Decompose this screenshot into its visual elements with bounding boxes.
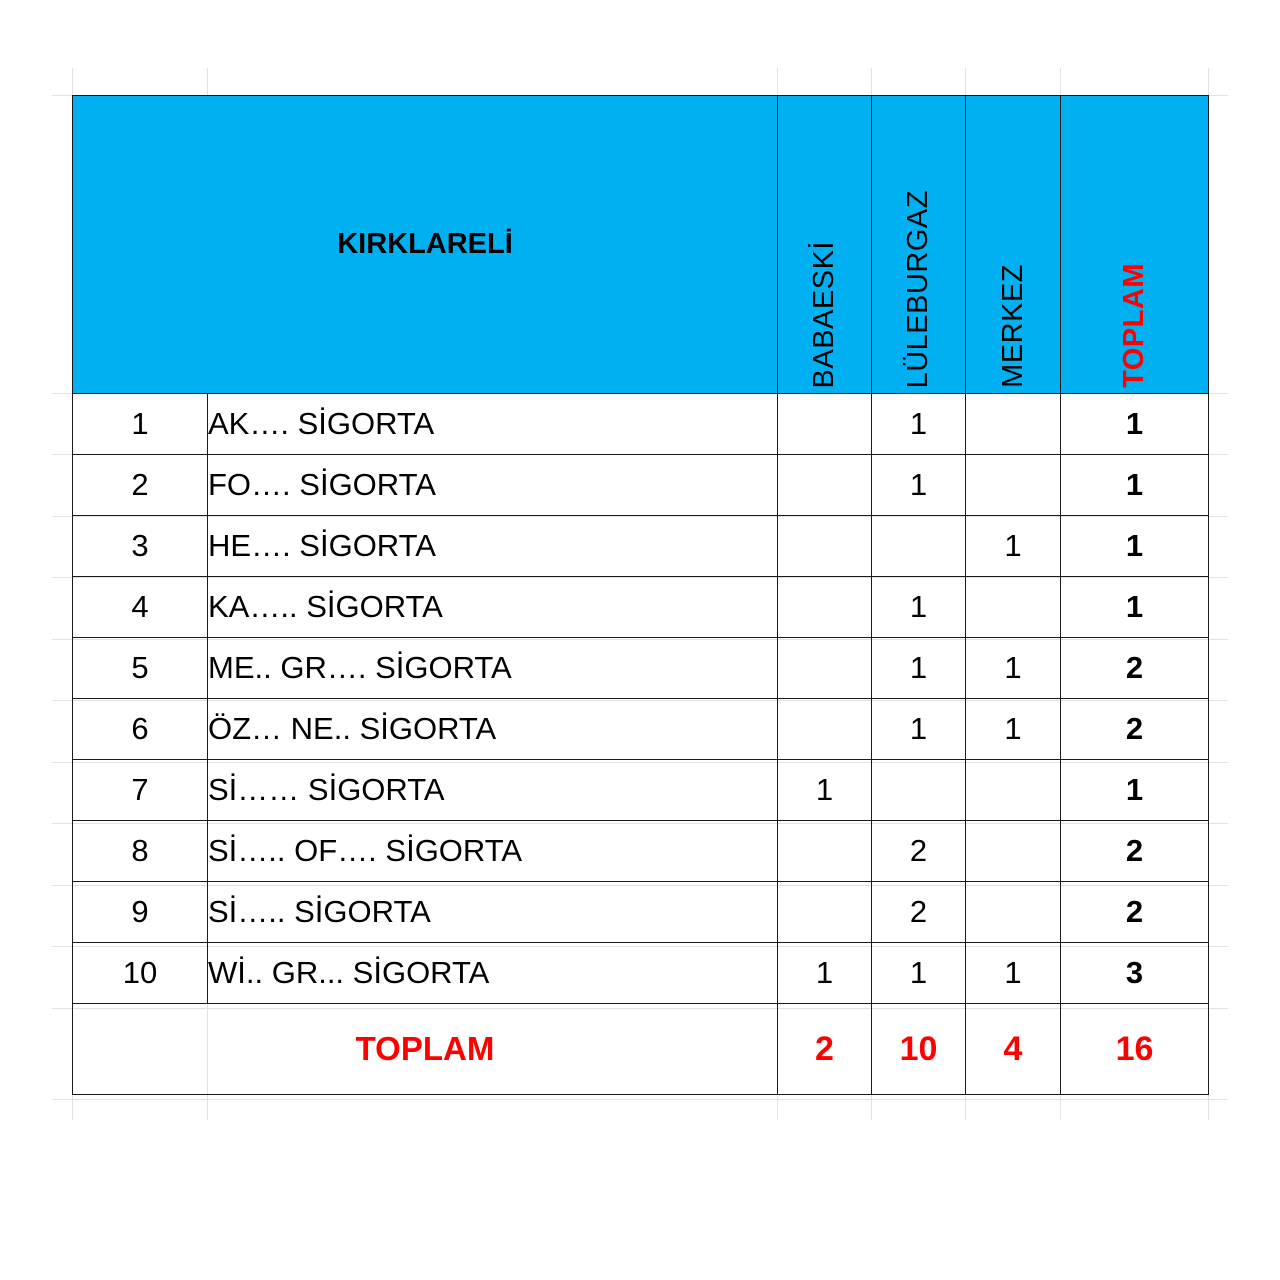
- cell-luleburgaz[interactable]: [872, 760, 966, 821]
- table-row: [73, 699, 1209, 760]
- row-total[interactable]: 1: [1061, 455, 1209, 516]
- cell-luleburgaz[interactable]: 1: [872, 577, 966, 638]
- cell-luleburgaz[interactable]: [872, 516, 966, 577]
- cell-luleburgaz[interactable]: 1: [872, 699, 966, 760]
- cell-merkez[interactable]: [966, 882, 1061, 943]
- row-total[interactable]: 1: [1061, 394, 1209, 455]
- row-total[interactable]: 1: [1061, 577, 1209, 638]
- table-row: [73, 760, 1209, 821]
- company-name[interactable]: FO…. SİGORTA: [208, 455, 778, 516]
- row-total[interactable]: 2: [1061, 882, 1209, 943]
- total-row: [73, 1004, 1209, 1095]
- cell-babaeski[interactable]: [778, 577, 872, 638]
- table-row: [73, 516, 1209, 577]
- total-merkez[interactable]: 4: [966, 1004, 1061, 1095]
- total-header-label: TOPLAM: [1118, 263, 1150, 388]
- row-total[interactable]: 2: [1061, 638, 1209, 699]
- cell-luleburgaz[interactable]: 1: [872, 394, 966, 455]
- table-row: [73, 577, 1209, 638]
- company-name[interactable]: AK…. SİGORTA: [208, 394, 778, 455]
- company-name[interactable]: Wİ.. GR... SİGORTA: [208, 943, 778, 1004]
- row-number[interactable]: 5: [73, 638, 208, 699]
- cell-babaeski[interactable]: [778, 455, 872, 516]
- cell-luleburgaz[interactable]: 2: [872, 882, 966, 943]
- table-row: [73, 882, 1209, 943]
- cell-merkez[interactable]: [966, 821, 1061, 882]
- cell-babaeski[interactable]: [778, 699, 872, 760]
- district-header-babaeski[interactable]: [778, 96, 872, 394]
- total-luleburgaz[interactable]: 10: [872, 1004, 966, 1095]
- cell-babaeski[interactable]: [778, 882, 872, 943]
- table-row: [73, 394, 1209, 455]
- row-number[interactable]: 9: [73, 882, 208, 943]
- row-number[interactable]: 7: [73, 760, 208, 821]
- table-row: [73, 943, 1209, 1004]
- total-header[interactable]: [1061, 96, 1209, 394]
- row-total[interactable]: 1: [1061, 516, 1209, 577]
- grand-total[interactable]: 16: [1061, 1004, 1209, 1095]
- district-header-luleburgaz[interactable]: [872, 96, 966, 394]
- region-header[interactable]: KIRKLARELİ: [73, 96, 778, 394]
- cell-merkez[interactable]: 1: [966, 943, 1061, 1004]
- company-name[interactable]: Sİ….. SİGORTA: [208, 882, 778, 943]
- cell-babaeski[interactable]: 1: [778, 943, 872, 1004]
- cell-luleburgaz[interactable]: 1: [872, 638, 966, 699]
- table-row: [73, 455, 1209, 516]
- row-number[interactable]: 4: [73, 577, 208, 638]
- company-name[interactable]: Sİ….. OF…. SİGORTA: [208, 821, 778, 882]
- cell-luleburgaz[interactable]: 1: [872, 455, 966, 516]
- cell-merkez[interactable]: 1: [966, 699, 1061, 760]
- total-row-label[interactable]: TOPLAM: [73, 1004, 778, 1095]
- row-number[interactable]: 8: [73, 821, 208, 882]
- row-number[interactable]: 10: [73, 943, 208, 1004]
- cell-babaeski[interactable]: [778, 516, 872, 577]
- row-total[interactable]: 1: [1061, 760, 1209, 821]
- cell-babaeski[interactable]: [778, 638, 872, 699]
- district-header-merkez[interactable]: [966, 96, 1061, 394]
- cell-luleburgaz[interactable]: 1: [872, 943, 966, 1004]
- header-row: [73, 96, 1209, 394]
- cell-merkez[interactable]: [966, 760, 1061, 821]
- row-number[interactable]: 6: [73, 699, 208, 760]
- cell-merkez[interactable]: [966, 455, 1061, 516]
- district-label-babaeski: BABAESKİ: [808, 240, 840, 388]
- cell-merkez[interactable]: 1: [966, 516, 1061, 577]
- insurance-table: [72, 95, 1209, 1095]
- row-total[interactable]: 2: [1061, 821, 1209, 882]
- row-number[interactable]: 1: [73, 394, 208, 455]
- table-body: [73, 394, 1209, 1004]
- district-label-luleburgaz: LÜLEBURGAZ: [902, 189, 934, 388]
- cell-babaeski[interactable]: 1: [778, 760, 872, 821]
- row-total[interactable]: 3: [1061, 943, 1209, 1004]
- cell-luleburgaz[interactable]: 2: [872, 821, 966, 882]
- table-row: [73, 821, 1209, 882]
- company-name[interactable]: ÖZ… NE.. SİGORTA: [208, 699, 778, 760]
- company-name[interactable]: KA….. SİGORTA: [208, 577, 778, 638]
- company-name[interactable]: ME.. GR…. SİGORTA: [208, 638, 778, 699]
- row-number[interactable]: 2: [73, 455, 208, 516]
- cell-merkez[interactable]: 1: [966, 638, 1061, 699]
- table-row: [73, 638, 1209, 699]
- cell-babaeski[interactable]: [778, 394, 872, 455]
- district-label-merkez: MERKEZ: [996, 264, 1029, 388]
- cell-merkez[interactable]: [966, 577, 1061, 638]
- company-name[interactable]: HE…. SİGORTA: [208, 516, 778, 577]
- cell-babaeski[interactable]: [778, 821, 872, 882]
- company-name[interactable]: Sİ…… SİGORTA: [208, 760, 778, 821]
- row-number[interactable]: 3: [73, 516, 208, 577]
- cell-merkez[interactable]: [966, 394, 1061, 455]
- total-babaeski[interactable]: 2: [778, 1004, 872, 1095]
- row-total[interactable]: 2: [1061, 699, 1209, 760]
